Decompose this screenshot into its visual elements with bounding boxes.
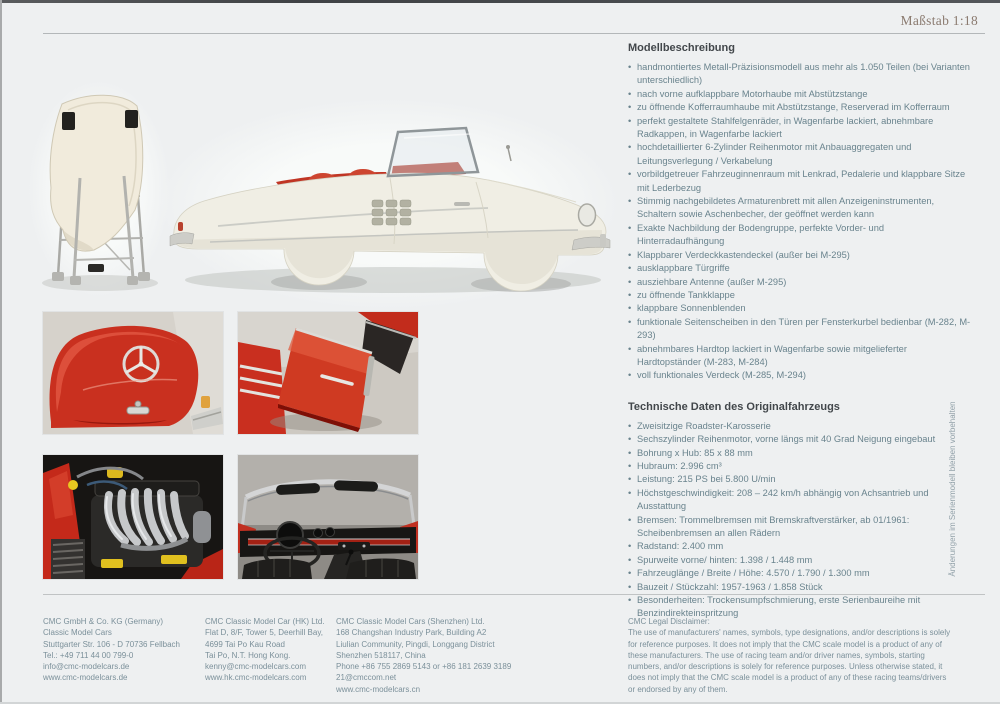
footer-rule xyxy=(43,594,985,595)
interior-detail-photo xyxy=(238,455,418,579)
tech-spec: • Höchstgeschwindigkeit: 208 – 242 km/h abhängig von Achsantrieb und Ausstattung xyxy=(628,487,972,514)
tech-spec: • Fahrzeuglänge / Breite / Höhe: 4.570 / 1.790 / 1.300 mm xyxy=(628,567,972,580)
model-feature: • abnehmbares Hardtop lackiert in Wagenfarbe sowie mitgelieferter Hardtopständer (M-283, M-284) xyxy=(628,343,972,370)
tech-spec: • Sechszylinder Reihenmotor, vorne längs mit 40 Grad Neigung eingebaut xyxy=(628,433,972,446)
footer-company-germany xyxy=(43,616,198,684)
model-feature: • Klappbarer Verdeckkastendeckel (außer bei M-295) xyxy=(628,249,972,262)
tech-spec: • Hubraum: 2.996 cm³ xyxy=(628,460,972,473)
model-description-list xyxy=(628,61,972,383)
tech-spec: • Spurweite vorne/ hinten: 1.398 / 1.448 mm xyxy=(628,554,972,567)
company-line: Liulian Community, Pingdi, Longgang District xyxy=(336,639,495,649)
tech-spec: • Bauzeit / Stückzahl: 1957-1963 / 1.858 Stück xyxy=(628,581,972,594)
model-feature: • zu öffnende Kofferraumhaube mit Abstützstange, Reserverad im Kofferraum xyxy=(628,101,972,114)
header-rule xyxy=(43,33,985,34)
model-feature: • handmontiertes Metall-Präzisionsmodell aus mehr als 1.050 Teilen (bei Varianten unterschiedlich) xyxy=(628,61,972,88)
company-url: www.hk.cmc-modelcars.com xyxy=(205,673,307,683)
model-feature: • voll funktionales Verdeck (M-285, M-294) xyxy=(628,369,972,382)
technical-data-section xyxy=(628,401,972,621)
legal-text: The use of manufacturers' names, symbols, type designations, and/or descriptions is solely for reference purposes. It does not imply that the CMC scale model is a product of any of these manufacturers. The use of racing team and/or driver names, symbols, starting numbers, and/or descriptions is solely for reference purposes. Unless otherwise stated, it does not imply that the CMC scale model is a product of any of these racing teams/drivers or endorsed by any of them. xyxy=(628,628,951,694)
tech-spec: • Radstand: 2.400 mm xyxy=(628,540,972,553)
main-car-photo xyxy=(158,98,620,310)
company-line: Shenzhen 518117, China xyxy=(336,650,426,660)
company-url: www.cmc-modelcars.de xyxy=(43,673,128,683)
model-feature: • Exakte Nachbildung der Bodengruppe, perfekte Vorder- und Hinterradaufhängung xyxy=(628,222,972,249)
description-column xyxy=(628,42,972,621)
model-feature: • klappbare Sonnenblenden xyxy=(628,302,972,315)
trunk-detail-photo xyxy=(43,312,223,434)
model-feature: • vorbildgetreuer Fahrzeuginnenraum mit Lenkrad, Pedalerie und klappbare Sitze mit Lederbezug xyxy=(628,168,972,195)
scale-label: Maßstab 1:18 xyxy=(900,13,978,28)
model-feature: • funktionale Seitenscheiben in den Türen per Fensterkurbel bedienbar (M-282, M-293) xyxy=(628,316,972,343)
model-description-title: Modellbeschreibung xyxy=(628,42,735,54)
page-left-edge xyxy=(0,0,2,704)
footer-company-shenzhen xyxy=(336,616,561,695)
company-line: 168 Changshan Industry Park, Building A2 xyxy=(336,628,487,638)
model-feature: • hochdetaillierter 6-Zylinder Reihenmotor mit Anbauaggregaten und Leitungsverlegung / Verkabelung xyxy=(628,141,972,168)
tech-spec: • Bohrung x Hub: 85 x 88 mm xyxy=(628,447,972,460)
company-url: www.cmc-modelcars.cn xyxy=(336,684,421,694)
company-line: Tai Po, N.T. Hong Kong. xyxy=(205,650,291,660)
model-feature: • nach vorne aufklappbare Motorhaube mit Abstützstange xyxy=(628,88,972,101)
company-line: Phone +86 755 2869 5143 or +86 181 2639 3189 xyxy=(336,662,512,672)
tech-spec: • Zweisitzige Roadster-Karosserie xyxy=(628,420,972,433)
technical-data-title: Technische Daten des Originalfahrzeugs xyxy=(628,400,840,413)
footer-company-hongkong xyxy=(205,616,333,684)
tech-spec: • Besonderheiten: Trockensumpfschmierung, erste Serienbaureihe mit Benzindirekteinspritzung xyxy=(628,594,972,621)
company-line: Flat D, 8/F, Tower 5, Deerhill Bay, xyxy=(205,628,323,638)
model-feature: • ausziehbare Antenne (außer M-295) xyxy=(628,276,972,289)
model-feature: • zu öffnende Tankklappe xyxy=(628,289,972,302)
model-feature: • ausklappbare Türgriffe xyxy=(628,262,972,275)
door-detail-photo xyxy=(238,312,418,434)
footer-legal-disclaimer xyxy=(628,616,954,695)
company-email: 21@cmccom.net xyxy=(336,673,397,683)
company-line: Classic Model Cars xyxy=(43,628,112,638)
tech-spec: • Bremsen: Trommelbremsen mit Bremskraftverstärker, ab 01/1961: Scheibenbremsen an allen Rädern xyxy=(628,514,972,541)
company-line: Stuttgarter Str. 106 - D 70736 Fellbach xyxy=(43,639,180,649)
company-line: CMC Classic Model Cars (Shenzhen) Ltd. xyxy=(336,617,485,626)
page-top-edge xyxy=(0,0,1000,3)
company-line: CMC GmbH & Co. KG (Germany) xyxy=(43,617,164,626)
company-email: kenny@cmc-modelcars.com xyxy=(205,662,307,672)
model-feature: • perfekt gestaltete Stahlfelgenräder, in Wagenfarbe lackiert, abnehmbare Radkappen, in Wagenfarbe lackiert xyxy=(628,115,972,142)
legal-title: CMC Legal Disclaimer: xyxy=(628,617,710,626)
company-line: CMC Classic Model Car (HK) Ltd. xyxy=(205,617,325,626)
company-line: Tel.: +49 711 44 00 799-0 xyxy=(43,650,134,660)
technical-data-list xyxy=(628,420,972,621)
side-note: Änderungen im Serienmodell bleiben vorbehalten xyxy=(948,401,957,577)
model-feature: • Stimmig nachgebildetes Armaturenbrett mit allen Anzeigeninstrumenten, Schaltern sowie Aschenbecher, der geöffnet werden kann xyxy=(628,195,972,222)
company-line: 4699 Tai Po Kau Road xyxy=(205,639,285,649)
hardtop-stand-photo xyxy=(28,80,170,298)
tech-spec: • Leistung: 215 PS bei 5.800 U/min xyxy=(628,473,972,486)
company-email: info@cmc-modelcars.de xyxy=(43,662,130,672)
engine-detail-photo xyxy=(43,455,223,579)
